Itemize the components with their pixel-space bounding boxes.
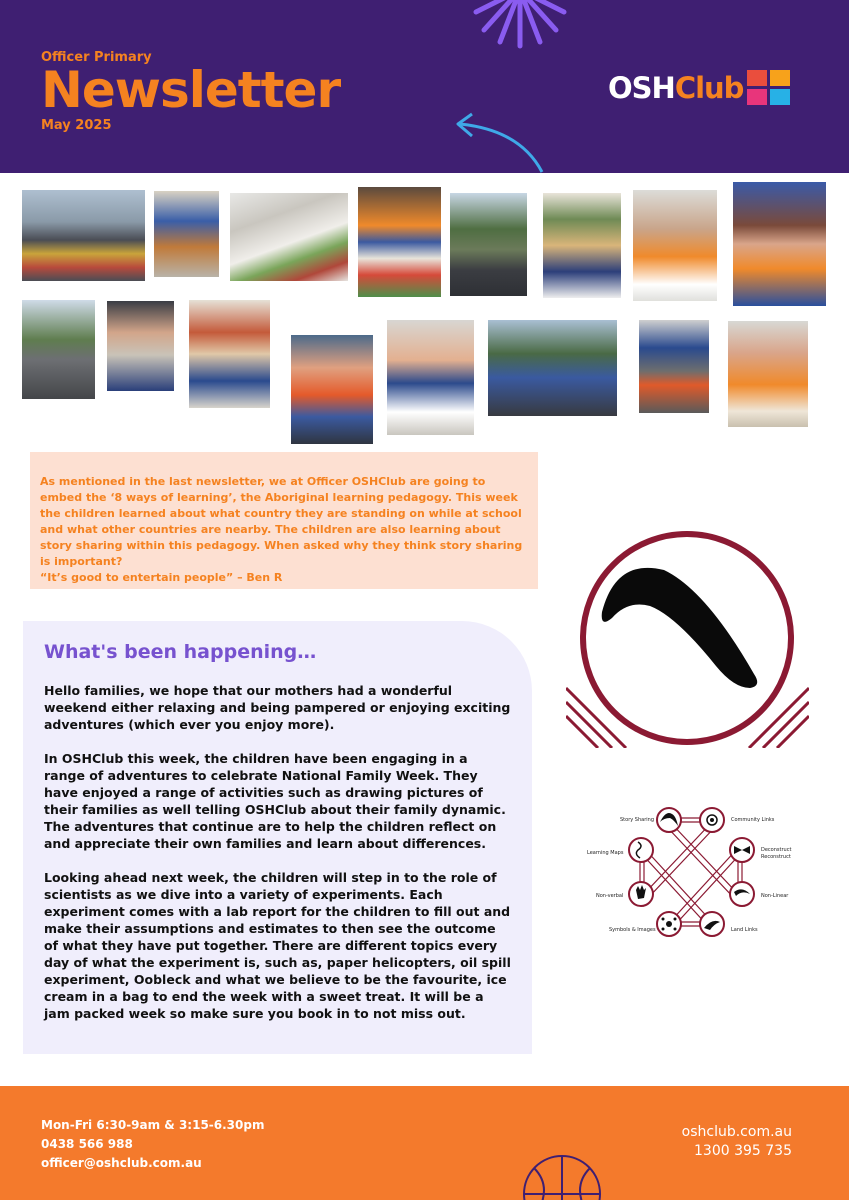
opening-hours: Mon-Fri 6:30-9am & 3:15-6.30pm bbox=[41, 1118, 265, 1132]
club-shirt-snack-photo bbox=[728, 321, 808, 427]
curved-arrow-icon bbox=[450, 108, 550, 173]
outdoor-play-photo bbox=[450, 193, 527, 296]
logo-club: Club bbox=[674, 70, 744, 105]
logo-osh: OSH bbox=[608, 70, 675, 105]
company-contact bbox=[682, 1123, 792, 1161]
ball-game-photo bbox=[291, 335, 373, 444]
snack-time-photo bbox=[633, 190, 717, 301]
newsletter-header bbox=[0, 0, 849, 173]
label-land-links: Land Links bbox=[731, 927, 758, 933]
indoor-play-photo bbox=[189, 300, 270, 408]
contact-details bbox=[41, 1116, 264, 1173]
lego-table-photo bbox=[358, 187, 441, 297]
info-text: As mentioned in the last newsletter, we at Officer OSHClub are going to embed the ‘8 ways of learning’, the Aboriginal learning pedagogy. This week the children learned about what country they are standing on while at school and what other countries are nearby. The children are also learning about story sharing within this pedagogy. When asked why they think story sharing is important? bbox=[40, 475, 523, 568]
boomerang-symbol-icon bbox=[566, 528, 809, 748]
block-building-photo bbox=[154, 191, 219, 277]
section-title: What's been happening… bbox=[44, 641, 317, 663]
paragraph-family-week: In OSHClub this week, the children have been engaging in a range of adventures to celebrate National Family Week. They have enjoyed a range of activities such as drawing pictures of their families as well telling OSHClub about their family dynamic. The adventures that continue are to help the children reflect on and appreciate their own families and learn about differences. bbox=[44, 751, 506, 851]
schoolyard-photo bbox=[22, 300, 95, 399]
whats-been-happening-section bbox=[23, 621, 532, 1054]
eight-ways-diagram bbox=[580, 800, 800, 945]
label-reconstruct: Reconstruct bbox=[761, 854, 791, 860]
block-tower-photo bbox=[543, 193, 621, 298]
website-link[interactable]: oshclub.com.au bbox=[681, 1124, 792, 1140]
club-shirt-photo bbox=[733, 182, 826, 306]
label-community-links: Community Links bbox=[731, 817, 775, 823]
info-quote: “It’s good to entertain people” – Ben R bbox=[40, 571, 283, 584]
oshclub-logo bbox=[608, 70, 790, 105]
logo-text bbox=[608, 71, 743, 105]
email-link[interactable]: officer@oshclub.com.au bbox=[41, 1156, 202, 1170]
paragraph-next-week: Looking ahead next week, the children will step in to the role of scientists as we dive into a variety of experiments. Each experiment comes with a lab report for the children to fill out and make their assumptions and estimates to then see the outcome of what they have put together. There are different topics every day of what the experiment is, such as, paper helicopters, oil spill experiment, Oobleck and what we believe to be the favourite, ice cream in a bag to end the week with a sweet treat. It will be a jam packed week so make sure you book in to not miss out. bbox=[44, 870, 511, 1021]
lunch-photo bbox=[387, 320, 474, 435]
outdoor-game-photo bbox=[488, 320, 617, 416]
label-symbols-images: Symbols & Images bbox=[609, 927, 656, 933]
logo-grid-icon bbox=[747, 70, 790, 105]
label-non-verbal: Non-verbal bbox=[596, 893, 624, 899]
paragraph-greeting: Hello families, we hope that our mothers had a wonderful weekend either relaxing and being pampered or enjoying exciting adventures (which ever you enjoy more). bbox=[44, 683, 511, 732]
sunburst-icon bbox=[470, 0, 570, 50]
newsletter-footer bbox=[0, 1086, 849, 1200]
floor-play-photo bbox=[639, 320, 709, 413]
label-non-linear: Non-Linear bbox=[761, 893, 789, 899]
child-posing-photo bbox=[107, 301, 174, 391]
board-game-photo bbox=[230, 193, 348, 281]
company-phone: 1300 395 735 bbox=[694, 1143, 792, 1159]
school-name: Officer Primary bbox=[41, 50, 152, 65]
label-story-sharing: Story Sharing bbox=[620, 817, 654, 823]
eight-ways-info-box bbox=[30, 452, 538, 589]
phone-number: 0438 566 988 bbox=[41, 1137, 133, 1151]
label-learning-maps: Learning Maps bbox=[587, 850, 624, 856]
newsletter-date: May 2025 bbox=[41, 118, 112, 133]
newsletter-title: Newsletter bbox=[41, 61, 341, 119]
playground-photo bbox=[22, 190, 145, 281]
basketball-icon bbox=[520, 1152, 604, 1200]
label-deconstruct: Deconstruct bbox=[761, 847, 792, 853]
